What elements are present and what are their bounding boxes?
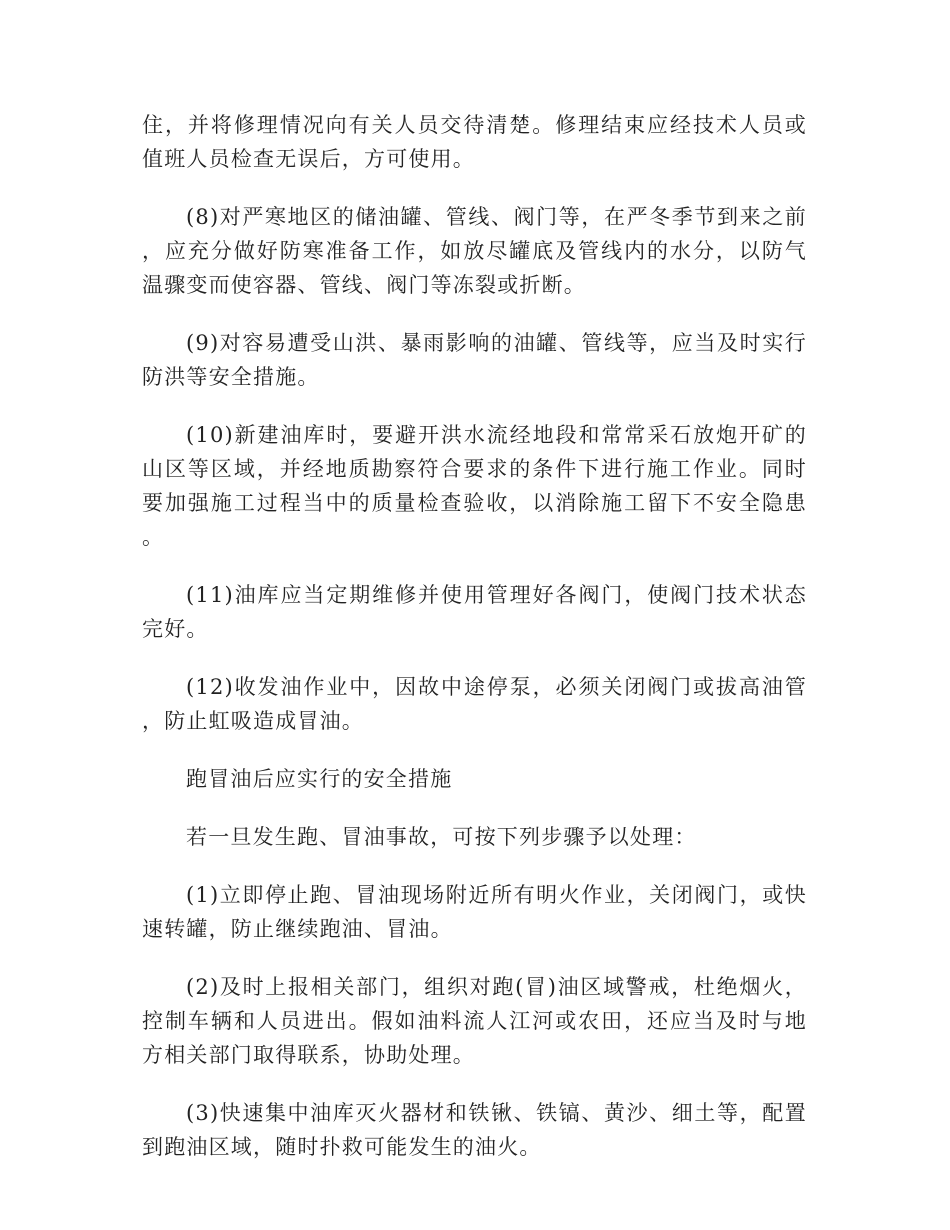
document-body [142, 108, 807, 1188]
paragraph-item-8: (8)对严寒地区的储油罐、管线、阀门等，在严冬季节到来之前，应充分做好防寒准备工作，如放尽罐底及管线内的水分，以防气温骤变而使容器、管线、阀门等冻裂或折断。 [142, 205, 807, 297]
paragraph-item-10: (10)新建油库时，要避开洪水流经地段和常常采石放炮开矿的山区等区域，并经地质勘察符合要求的条件下进行施工作业。同时要加强施工过程当中的质量检查验收，以消除施工留下不安全隐患。 [142, 423, 807, 549]
paragraph-item-9: (9)对容易遭受山洪、暴雨影响的油罐、管线等，应当及时实行防洪等安全措施。 [142, 331, 807, 389]
paragraph-item-12: (12)收发油作业中，因故中途停泵，必须关闭阀门或拔高油管，防止虹吸造成冒油。 [142, 675, 807, 733]
paragraph-step-2: (2)及时上报相关部门，组织对跑(冒)油区域警戒，杜绝烟火，控制车辆和人员进出。假如油料流人江河或农田，还应当及时与地方相关部门取得联系，协助处理。 [142, 975, 807, 1067]
paragraph-item-11: (11)油库应当定期维修并使用管理好各阀门，使阀门技术状态完好。 [142, 583, 807, 641]
paragraph-continuation: 住，并将修理情况向有关人员交待清楚。修理结束应经技术人员或值班人员检查无误后，方可使用。 [142, 113, 807, 171]
paragraph-step-1: (1)立即停止跑、冒油现场附近所有明火作业，关闭阀门，或快速转罐，防止继续跑油、冒油。 [142, 883, 807, 941]
section-heading: 跑冒油后应实行的安全措施 [186, 767, 453, 791]
paragraph-step-3: (3)快速集中油库灭火器材和铁锹、铁镐、黄沙、细土等，配置到跑油区域，随时扑救可能发生的油火。 [142, 1101, 807, 1159]
paragraph-intro: 若一旦发生跑、冒油事故，可按下列步骤予以处理： [186, 825, 697, 849]
